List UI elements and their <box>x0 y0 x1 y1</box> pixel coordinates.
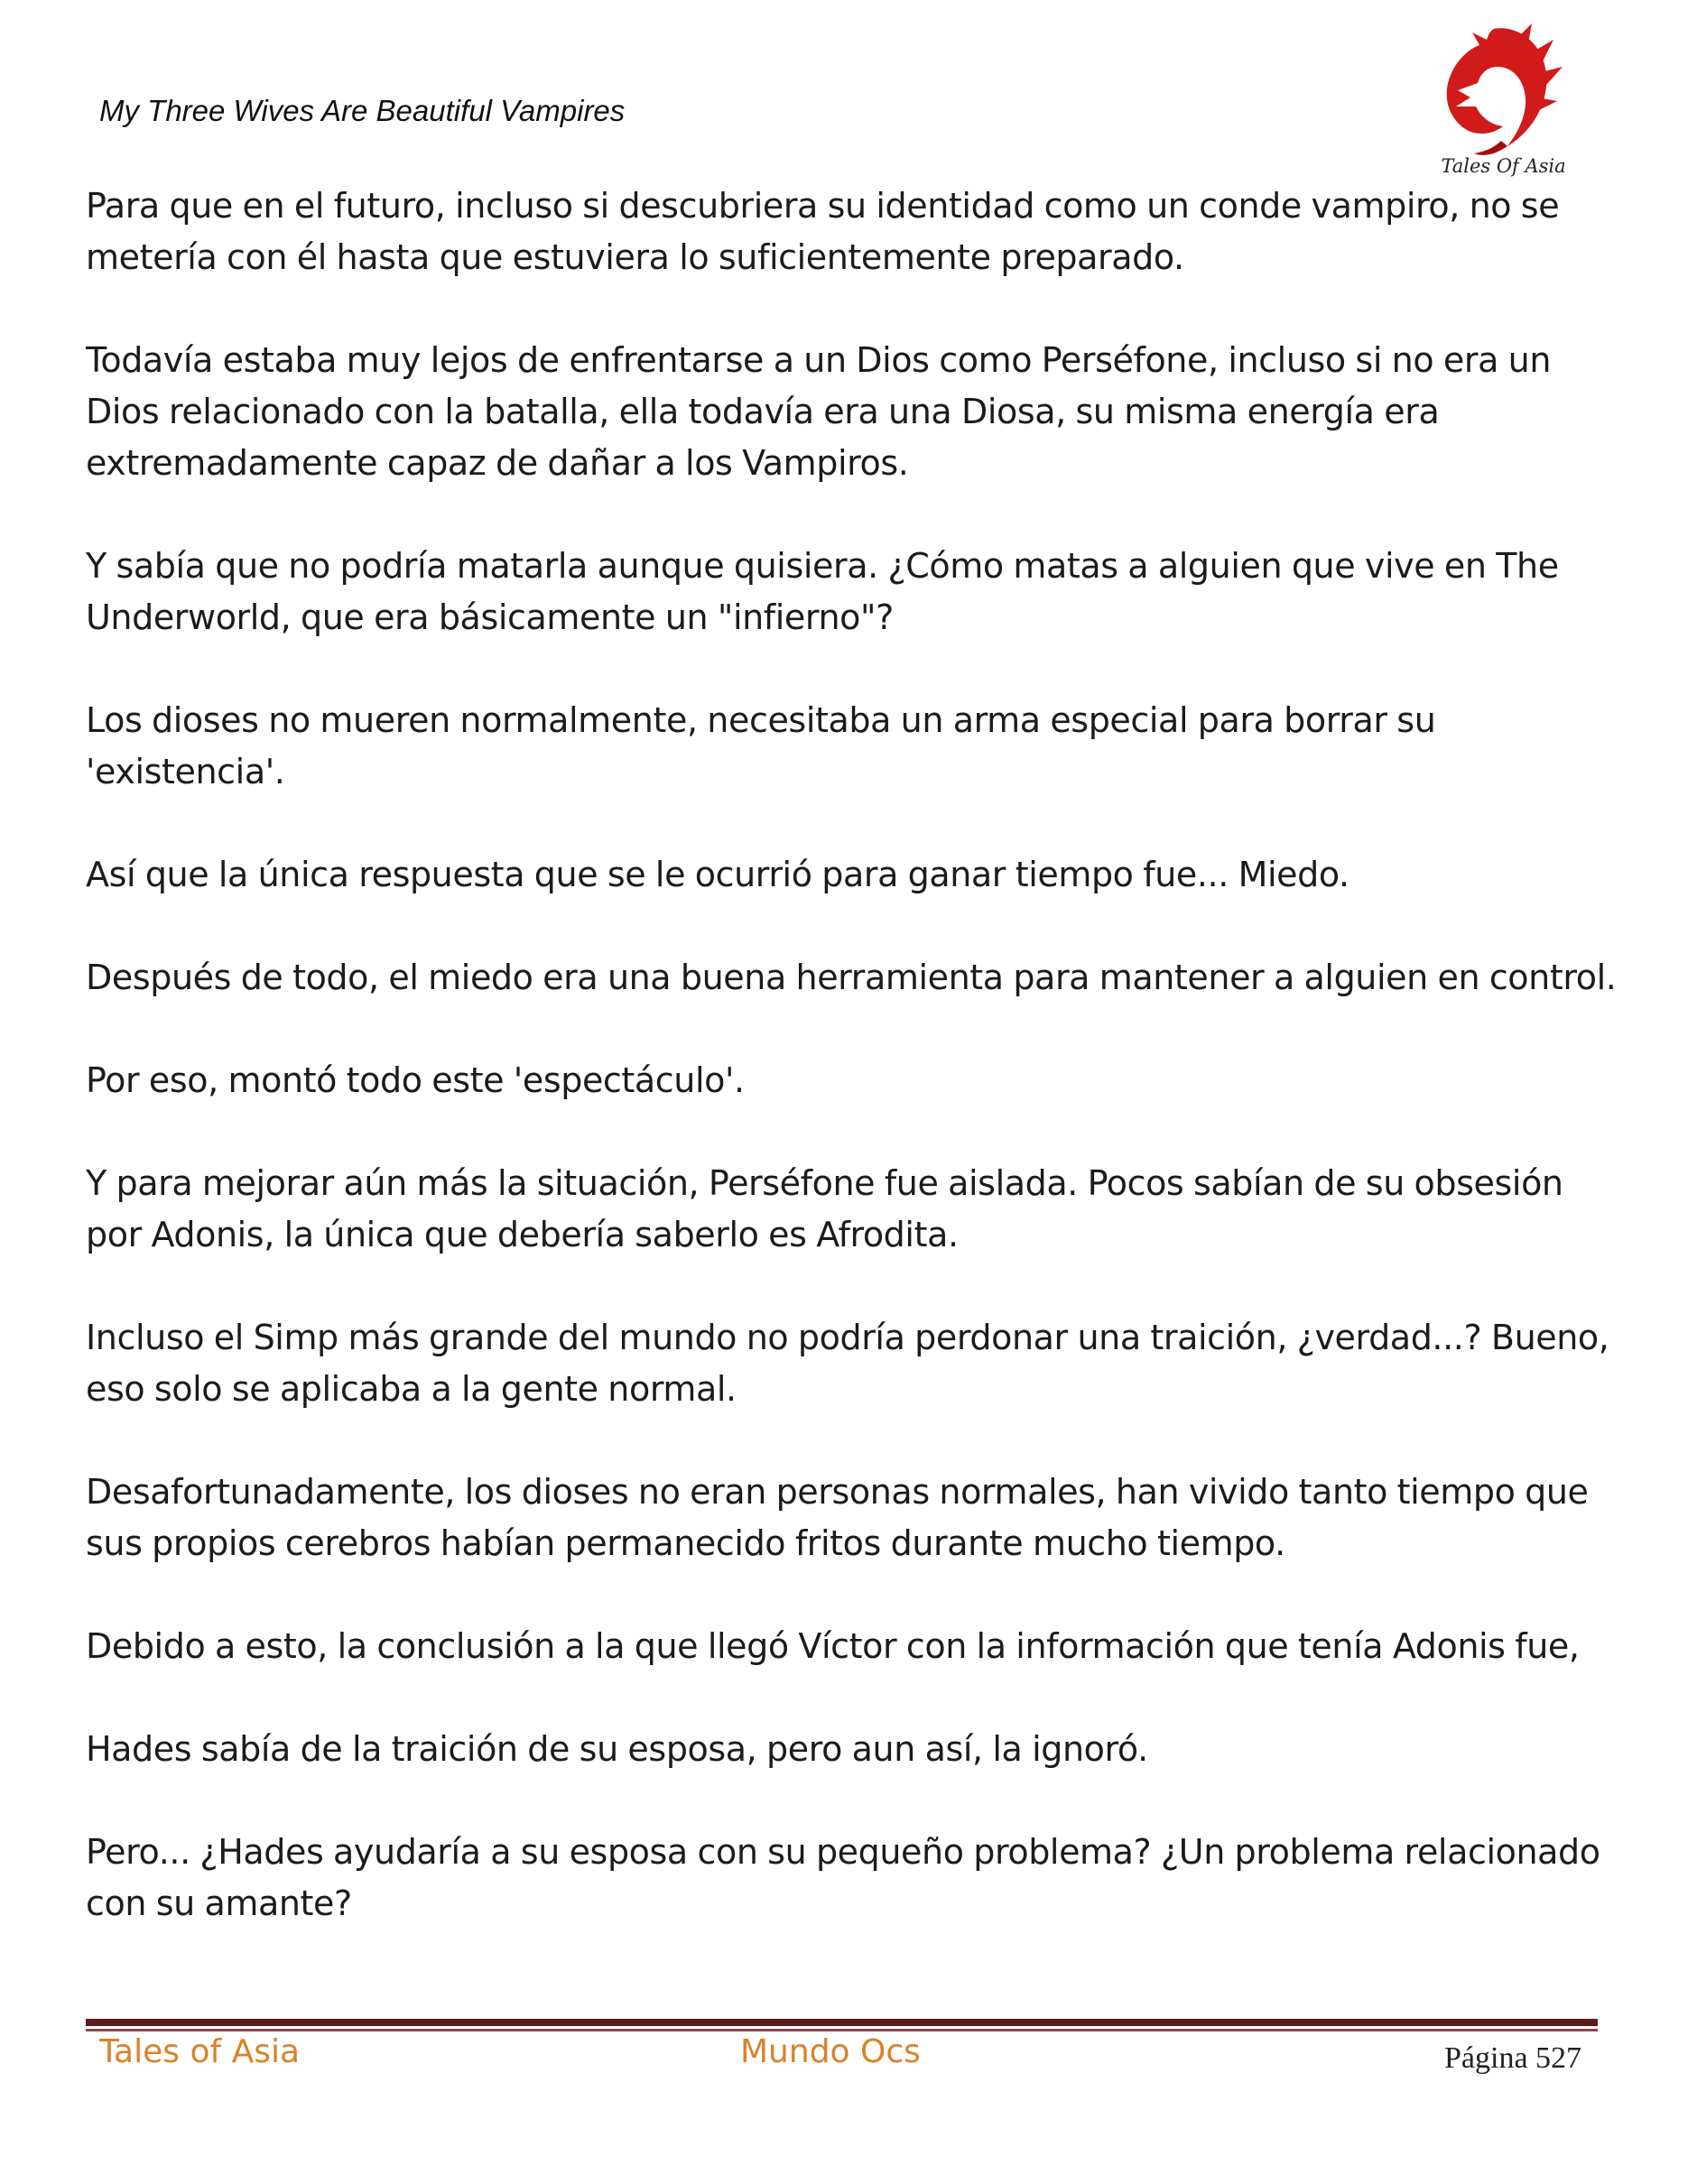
paragraph: Por eso, montó todo este 'espectáculo'. <box>86 1060 745 1100</box>
paragraph: Debido a esto, la conclusión a la que llegó Víctor con la información que tenía Adonis fue, <box>86 1626 1580 1666</box>
footer-section-name: Mundo Ocs <box>740 2033 921 2070</box>
footer-site-name: Tales of Asia <box>99 2033 301 2070</box>
logo-caption: Tales Of Asia <box>1441 155 1566 177</box>
paragraph: Después de todo, el miedo era una buena herramienta para mantener a alguien en control. <box>86 958 1617 997</box>
footer-divider <box>86 2019 1598 2026</box>
paragraph: Desafortunadamente, los dioses no eran personas normales, han vivido tanto tiempo que sus propios cerebros habían permanecido fritos durante mucho tiempo. <box>86 1472 1589 1563</box>
page-number: Página 527 <box>1444 2041 1582 2075</box>
paragraph: Hades sabía de la traición de su esposa, pero aun así, la ignoró. <box>86 1729 1148 1769</box>
paragraph: Para que en el futuro, incluso si descubriera su identidad como un conde vampiro, no se metería con él hasta que estuviera lo suficientemente preparado. <box>86 186 1560 277</box>
paragraph: Pero... ¿Hades ayudaría a su esposa con su pequeño problema? ¿Un problema relacionado con su amante? <box>86 1832 1600 1923</box>
paragraph: Y sabía que no podría matarla aunque quisiera. ¿Cómo matas a alguien que vive en The Underworld, que era básicamente un "infierno"? <box>86 546 1559 637</box>
paragraph: Así que la única respuesta que se le ocurrió para ganar tiempo fue... Miedo. <box>86 855 1349 894</box>
paragraph: Y para mejorar aún más la situación, Perséfone fue aislada. Pocos sabían de su obsesión por Adonis, la única que debería saberlo es Afrodita. <box>86 1163 1563 1254</box>
footer-divider-thin <box>86 2029 1598 2031</box>
document-header-title: My Three Wives Are Beautiful Vampires <box>99 94 626 127</box>
paragraph: Todavía estaba muy lejos de enfrentarse a un Dios como Perséfone, incluso si no era un Dios relacionado con la batalla, ella todavía era una Diosa, su misma energía era extremadamente capaz de dañar a los Vampiros. <box>86 340 1552 483</box>
paragraph: Los dioses no mueren normalmente, necesitaba un arma especial para borrar su 'existencia'. <box>86 700 1436 791</box>
paragraph: Incluso el Simp más grande del mundo no podría perdonar una traición, ¿verdad...? Bueno, eso solo se aplicaba a la gente normal. <box>86 1318 1609 1409</box>
tales-of-asia-logo <box>1431 20 1566 182</box>
document-body <box>86 180 1620 1981</box>
